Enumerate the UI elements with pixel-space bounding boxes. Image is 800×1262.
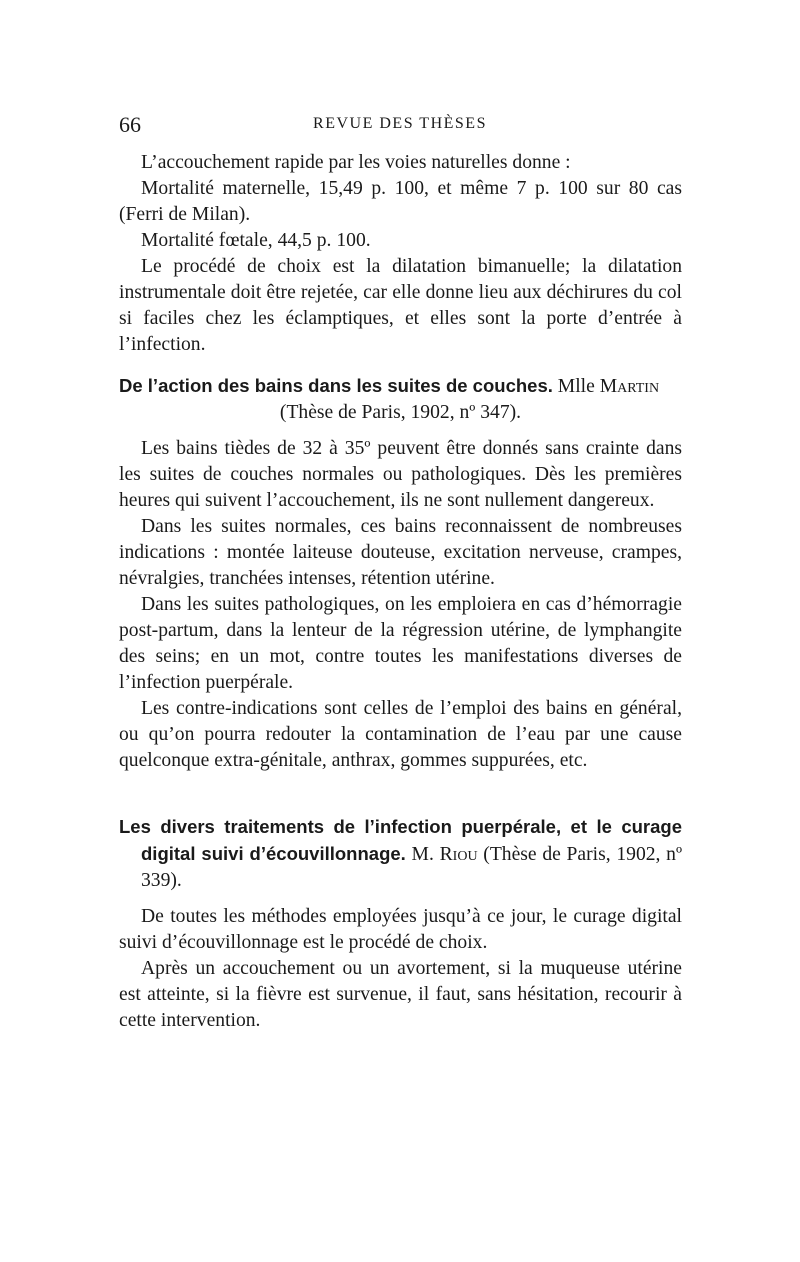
paragraph: Après un accouchement ou un avortement, si la muqueuse utérine est atteinte, si la fièvre est survenue, il faut, sans hésitation, recourir à cette intervention. [119, 958, 682, 1031]
paragraph: Mortalité maternelle, 15,49 p. 100, et même 7 p. 100 sur 80 cas (Ferri de Milan). [119, 178, 682, 225]
paragraph: Le procédé de choix est la dilatation bimanuelle; la dilatation instrumentale doit être rejetée, car elle donne lieu aux déchirures du col si faciles chez les éclamptiques, et elles sont la porte d’entrée à l’infection. [119, 256, 682, 355]
section-title: De l’action des bains dans les suites de couches. [119, 375, 553, 396]
section-heading [119, 814, 682, 894]
paragraph: Les contre-indications sont celles de l’emploi des bains en général, ou qu’on pourra redouter la contamination de l’eau par une cause quelconque extra-génitale, anthrax, gommes suppurées, etc. [119, 698, 682, 771]
citation [119, 400, 682, 426]
paragraph: Les bains tièdes de 32 à 35º peuvent être donnés sans crainte dans les suites de couches normales ou pathologiques. Dès les premières heures qui suivent l’accouchement, ils ne sont nullement dangereux. [119, 438, 682, 511]
paragraph: Mortalité fœtale, 44,5 p. 100. [141, 230, 371, 251]
paragraph: Dans les suites pathologiques, on les emploiera en cas d’hémorragie post-partum, dans la lenteur de la régression utérine, de lymphangite des seins; en un mot, contre toutes les manifestations diverses de l’infection puerpérale. [119, 594, 682, 693]
running-title: REVUE DES THÈSES [313, 115, 487, 132]
section-title: Les divers traitements de l’infection puerpérale, et le curage digital suivi d’écouvillonnage. [119, 816, 682, 864]
citation-text: (Thèse de Paris, 1902, nº 339). [141, 844, 683, 891]
running-head [119, 112, 681, 142]
paragraph: De toutes les méthodes employées jusqu’à ce jour, le curage digital suivi d’écouvillonnage est le procédé de choix. [119, 906, 682, 953]
paragraph: Dans les suites normales, ces bains reconnaissent de nombreuses indications : montée laiteuse douteuse, excitation nerveuse, crampes, névralgies, tranchées intenses, rétention utérine. [119, 516, 682, 589]
citation-text: (Thèse de Paris, 1902, nº 347). [279, 402, 522, 423]
author-prefix: Mlle [557, 376, 595, 397]
paragraph: L’accouchement rapide par les voies naturelles donne : [141, 152, 571, 173]
author-prefix: M. [411, 844, 434, 865]
page-body [119, 150, 682, 1034]
author-name: Martin [599, 376, 660, 397]
page-number: 66 [119, 112, 141, 137]
section-heading [119, 373, 682, 400]
author-name: Riou [439, 844, 478, 865]
